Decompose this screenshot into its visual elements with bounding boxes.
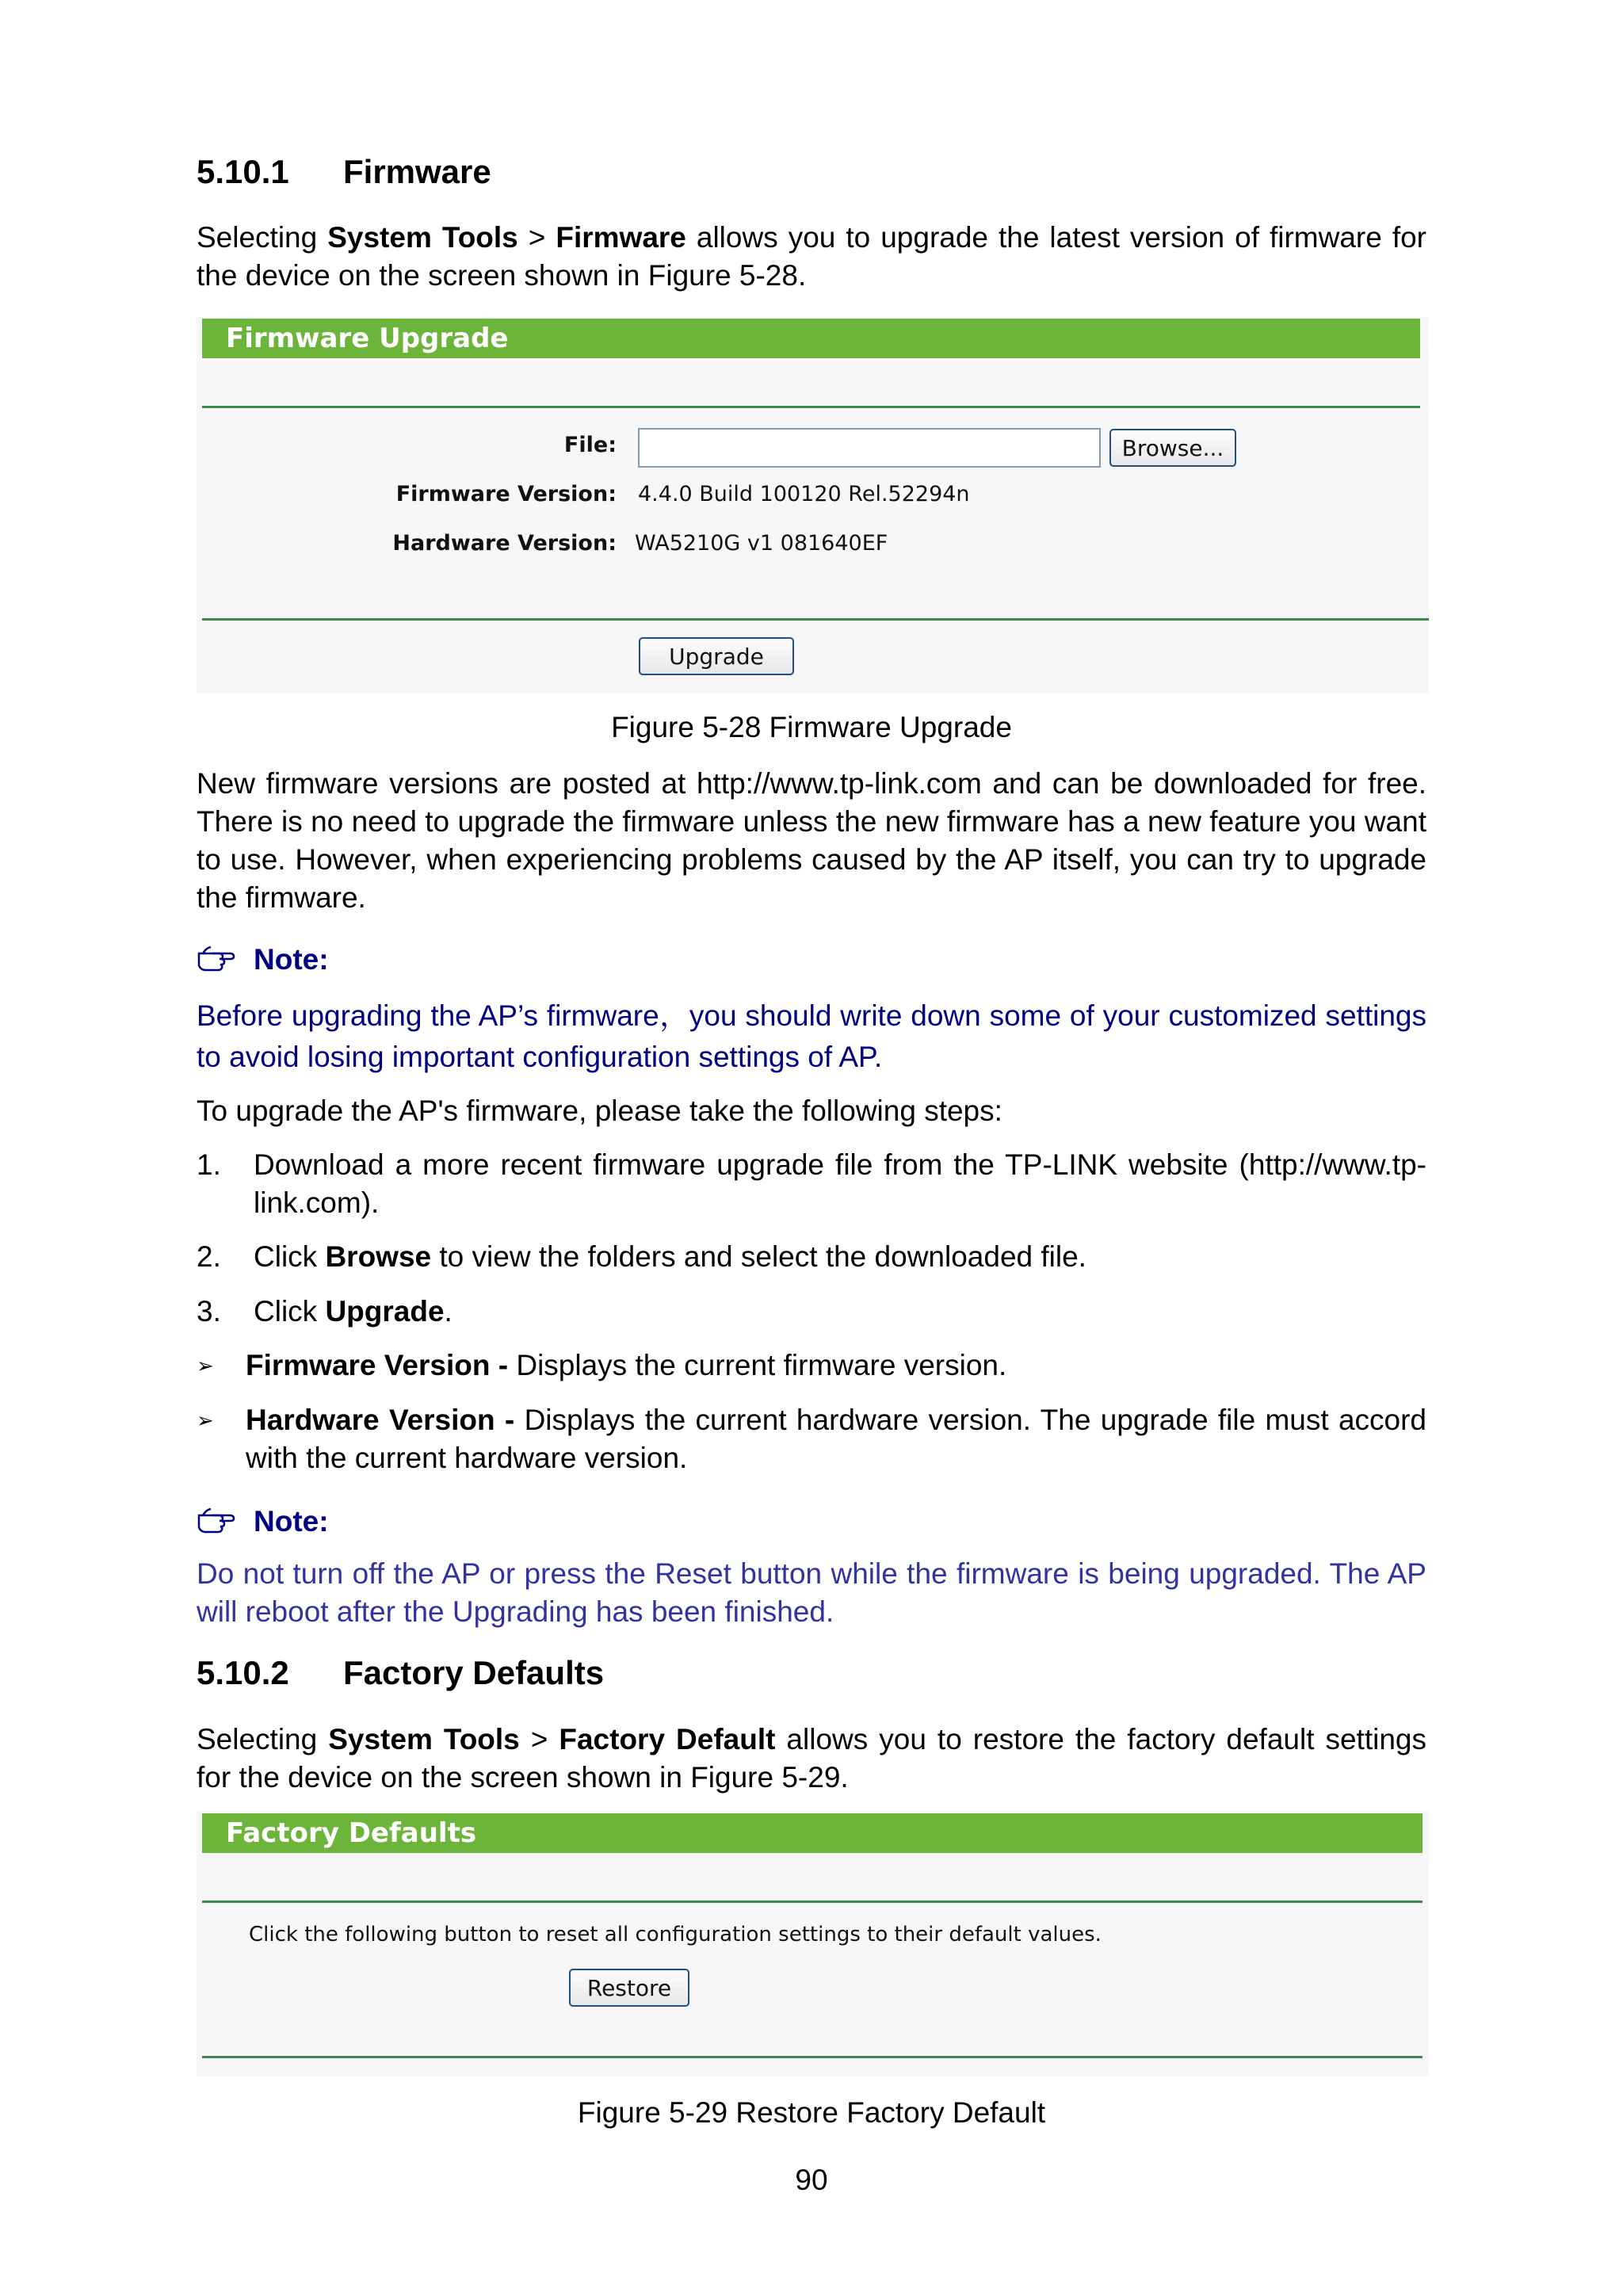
step-bold-browse: Browse: [325, 1240, 432, 1273]
file-label: File:: [563, 433, 617, 457]
step-number: 1.: [197, 1148, 221, 1181]
step-3: [197, 1293, 1426, 1331]
bullet-firmware-version: [197, 1347, 1426, 1385]
panel-divider: [202, 1901, 1423, 1903]
panel-divider: [202, 406, 1420, 408]
figure-caption-5-28: Figure 5-28 Firmware Upgrade: [611, 711, 1012, 743]
note-text-1: Before upgrading the AP’s firmware，you should write down some of your customized settings to avoid losing important configuration settings of AP.: [197, 999, 1426, 1073]
bullet-description: Displays the current hardware version. The upgrade file must accord with the current hardware version.: [246, 1404, 1427, 1474]
panel-divider-bottom: [202, 2056, 1423, 2058]
note-text-2: Do not turn off the AP or press the Reset button while the firmware is being upgraded. The AP will reboot after the Upgrading has been finished.: [197, 1557, 1426, 1628]
panel-divider-bottom: [202, 618, 1429, 621]
arrow-bullet-icon: ➢: [197, 1408, 214, 1432]
restore-button[interactable]: Restore: [569, 1969, 689, 2007]
menu-factory-default: Factory Default: [559, 1723, 776, 1755]
step-text-after: .: [444, 1295, 453, 1328]
bullet-text: [246, 1347, 1426, 1385]
hardware-version-value: WA5210G v1 081640EF: [635, 531, 888, 556]
step-text: [254, 1293, 453, 1331]
pointing-hand-icon: [197, 944, 236, 972]
bullet-hardware-version: [197, 1401, 1426, 1477]
menu-system-tools: System Tools: [328, 1723, 520, 1755]
factory-defaults-screenshot: [197, 1811, 1429, 2076]
steps-intro: To upgrade the AP's firmware, please take the following steps:: [197, 1095, 1002, 1127]
note-heading-1: [197, 943, 329, 976]
note-label-2: Note:: [254, 1505, 329, 1538]
step-2: [197, 1238, 1426, 1276]
step-text-after: to view the folders and select the downloaded file.: [431, 1240, 1086, 1273]
section-title: Firmware: [343, 153, 491, 190]
intro-text: Selecting: [197, 1723, 329, 1755]
intro-separator: >: [519, 1723, 559, 1755]
panel-header-factory-defaults: Factory Defaults: [202, 1813, 1423, 1853]
hardware-version-label: Hardware Version:: [392, 531, 617, 556]
section-title: Factory Defaults: [343, 1654, 605, 1691]
section-heading-firmware: [197, 153, 491, 191]
upgrade-button[interactable]: Upgrade: [639, 637, 794, 675]
step-bold-upgrade: Upgrade: [325, 1295, 445, 1328]
menu-firmware: Firmware: [556, 221, 686, 254]
figure-caption-5-29: Figure 5-29 Restore Factory Default: [577, 2096, 1046, 2129]
section-heading-factory-defaults: [197, 1654, 604, 1692]
panel-header-firmware-upgrade: Firmware Upgrade: [202, 319, 1420, 358]
reset-message: Click the following button to reset all configuration settings to their default values.: [249, 1923, 1102, 1946]
bullet-bold: Hardware Version -: [246, 1404, 515, 1436]
note-label-1: Note:: [254, 943, 329, 976]
intro-paragraph: [197, 219, 1426, 295]
step-number: 3.: [197, 1295, 221, 1328]
step-text-before: Click: [254, 1240, 326, 1273]
intro-text-rest: allows you to restore the factory default settings for the device on the screen shown in Figure 5-29.: [197, 1723, 1426, 1794]
step-1: [197, 1146, 1426, 1222]
step-text-before: Click: [254, 1295, 326, 1328]
intro-text: Selecting: [197, 221, 328, 254]
file-input[interactable]: [638, 428, 1101, 468]
section-number: 5.10.2: [197, 1654, 289, 1691]
step-number: 2.: [197, 1240, 221, 1273]
firmware-info-paragraph: New firmware versions are posted at http://www.tp-link.com and can be downloaded for free. There is no need to upgrade the firmware unless the new firmware has a new feature you want to use. However, when experiencing problems caused by the AP itself, you can try to upgrade the firmware.: [197, 767, 1426, 914]
firmware-version-label: Firmware Version:: [395, 482, 617, 506]
browse-button[interactable]: Browse...: [1109, 429, 1236, 467]
section-number: 5.10.1: [197, 153, 289, 190]
bullet-bold: Firmware Version -: [246, 1349, 509, 1381]
factory-intro-paragraph: [197, 1721, 1426, 1797]
step-text: [254, 1238, 1086, 1276]
menu-system-tools: System Tools: [327, 221, 518, 254]
arrow-bullet-icon: ➢: [197, 1354, 214, 1377]
pointing-hand-icon: [197, 1506, 236, 1534]
note-heading-2: [197, 1505, 329, 1538]
bullet-description: Displays the current firmware version.: [508, 1349, 1007, 1381]
bullet-text: [246, 1401, 1426, 1477]
step-text: Download a more recent firmware upgrade file from the TP-LINK website (http://www.tp-link.com).: [254, 1148, 1426, 1219]
firmware-version-value: 4.4.0 Build 100120 Rel.52294n: [638, 482, 970, 506]
firmware-upgrade-screenshot: [197, 317, 1429, 693]
page-number: 90: [795, 2164, 828, 2196]
intro-separator: >: [517, 221, 556, 254]
intro-text-rest: allows you to upgrade the latest version of firmware for the device on the screen shown in Figure 5-28.: [197, 221, 1427, 292]
